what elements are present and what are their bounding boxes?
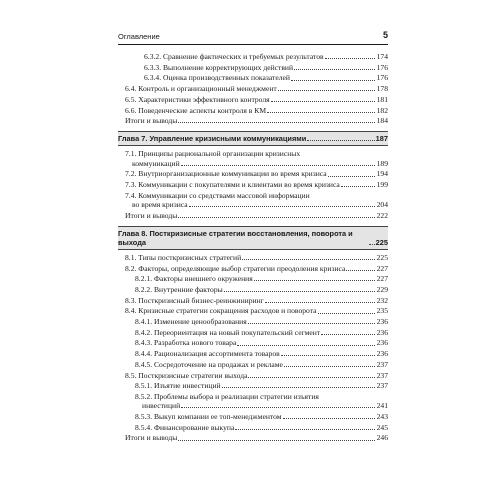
toc-entry [118,264,388,273]
dot-leader [248,323,375,324]
page-number: 178 [376,84,388,94]
dot-leader [346,270,375,271]
dot-leader [283,418,375,419]
page-number: 236 [376,317,388,327]
page-number: 246 [376,433,388,443]
toc-entry [118,169,388,178]
entry-title: 8.4.3. Разработка нового товара [135,338,237,348]
dot-leader [181,165,375,166]
entry-title: 8.5.4. Финансирование выкупа [135,422,235,432]
page-number: 232 [376,295,388,305]
entry-title: 6.3.3. Выполнение корректирующих действий [144,62,294,72]
page-number: 189 [376,158,388,168]
entry-title: 8.2. Факторы, определяющие выбор стратегии преодоления кризиса [125,263,346,273]
toc-entry [118,274,388,283]
entry-title: 6.4. Контроль и организационный менеджмент [125,84,277,94]
toc-entry [118,317,388,326]
dot-leader [242,259,375,260]
dot-leader [318,313,375,314]
toc-entry [118,349,388,358]
page-number: 237 [376,359,388,369]
toc-entry [118,211,388,220]
page-number: 227 [376,274,388,284]
toc-entry [118,191,388,209]
dot-leader [369,244,375,245]
entry-title: 8.4.4. Рационализация ассортимента товаров [135,349,280,359]
entry-title: 6.5. Характеристики эффективного контроля [125,94,270,104]
dot-leader [328,176,375,177]
toc-entry [118,392,388,410]
entry-title: 8.3. Посткризисный бизнес-реинжиниринг [125,295,264,305]
dot-leader [291,80,375,81]
page-number: 243 [376,411,388,421]
page-number: 245 [376,422,388,432]
entry-title: 6.3.2. Сравнение фактических и требуемых результатов [144,52,324,61]
entry-title: 8.1. Типы посткризисных стратегий [125,252,242,262]
dot-leader [265,302,375,303]
entry-title-continued: инвестиций [142,401,181,411]
dot-leader [189,206,375,207]
toc-entry [118,106,388,115]
toc-entry [118,84,388,93]
dot-leader [248,377,375,378]
dot-leader [254,280,375,281]
dot-leader [325,58,375,59]
page-number: 229 [376,284,388,294]
page-number: 237 [376,370,388,380]
toc-entry [118,338,388,347]
dot-leader [178,440,375,441]
dot-leader [267,112,375,113]
dot-leader [294,69,375,70]
dot-leader [278,90,375,91]
dot-leader [307,140,374,141]
entry-title-continued: коммуникаций [132,158,180,168]
toc-entry [118,360,388,369]
page-number: 236 [376,327,388,337]
toc-entry [118,328,388,337]
toc-entry [118,253,388,262]
page-number: 199 [376,180,388,190]
entry-title: 8.2.2. Внутренние факторы [135,284,223,294]
table-of-contents [118,52,388,444]
page-number: 225 [376,252,388,262]
dot-leader [235,429,375,430]
toc-entry [118,73,388,82]
entry-title: 8.4.1. Изменение ценообразования [135,317,247,327]
entry-title: 8.5.3. Выкуп компании ее топ-менеджментом [135,411,282,421]
page-number: 204 [376,199,388,209]
toc-entry [118,433,388,442]
page-number: 225 [375,237,388,247]
dot-leader [222,387,375,388]
entry-title: 7.3. Коммуникации с покупателями и клиентами во время кризиса [125,180,340,190]
page-number: 184 [376,116,388,126]
dot-leader [181,407,375,408]
toc-entry [118,296,388,305]
header-title: Оглавление [118,32,160,41]
dot-leader [224,291,375,292]
chapter-heading [118,226,388,250]
toc-entry [118,63,388,72]
entry-title: 8.4.2. Переориентация на новый покупательский сегмент [135,327,321,337]
entry-title: 6.3.4. Оценка производственных показателей [144,73,290,83]
dot-leader [271,101,375,102]
page-number: 176 [376,73,388,83]
toc-entry [118,95,388,104]
page-number: 235 [376,306,388,316]
dot-leader [178,122,375,123]
entry-title: 7.4. Коммуникации со средствами массовой информации [125,190,310,200]
entry-title: Итоги и выводы [125,116,178,126]
entry-title: 8.2.1. Факторы внешнего окружения [135,274,253,284]
page-number: 241 [376,401,388,411]
chapter-title: Глава 8. Посткризисные стратегии восстановления, поворота и выхода [118,228,353,247]
dot-leader [178,217,375,218]
toc-entry [118,180,388,189]
toc-entry [118,306,388,315]
page-number: 181 [376,94,388,104]
entry-title: 7.2. Внутриорганизационные коммуникации во время кризиса [125,169,327,179]
page-number: 222 [376,210,388,220]
page-number: 237 [376,381,388,391]
toc-entry [118,149,388,167]
dot-leader [284,366,375,367]
entry-title: 8.5.2. Проблемы выбора и реализации стратегии изъятия [135,391,319,401]
entry-title: 7.1. Принципы рациональной организации кризисных [125,149,301,159]
entry-title: 8.5. Посткризисные стратегии выхода [125,370,248,380]
entry-title: 8.4.5. Сосредоточение на продажах и рекламе [135,359,283,369]
page-number: 182 [376,105,388,115]
page-number: 227 [376,263,388,273]
entry-title: 8.4. Кризисные стратегии сокращения расходов и поворота [125,306,317,316]
dot-leader [281,355,375,356]
toc-entry [118,52,388,61]
chapter-heading [118,131,388,146]
entry-title: Итоги и выводы [125,433,178,443]
toc-entry [118,116,388,125]
page-number: 176 [376,62,388,72]
page-number: 236 [376,349,388,359]
toc-entry [118,381,388,390]
header-page-number: 5 [382,30,388,40]
entry-title: 6.6. Поведенческие аспекты контроля в КМ [125,105,267,115]
toc-entry [118,423,388,432]
entry-title: Итоги и выводы [125,210,178,220]
entry-title: 8.5.1. Изъятие инвестиций [135,381,221,391]
page-number: 174 [376,52,388,61]
page-number: 236 [376,338,388,348]
dot-leader [237,345,375,346]
page-number: 187 [375,134,388,144]
toc-entry [118,285,388,294]
chapter-title: Глава 7. Управление кризисными коммуникациями [118,134,307,144]
toc-entry [118,412,388,421]
dot-leader [341,186,375,187]
dot-leader [321,334,375,335]
page-number: 194 [376,169,388,179]
entry-title-continued: во время кризиса [132,199,188,209]
running-header [118,30,388,45]
toc-entry [118,371,388,380]
